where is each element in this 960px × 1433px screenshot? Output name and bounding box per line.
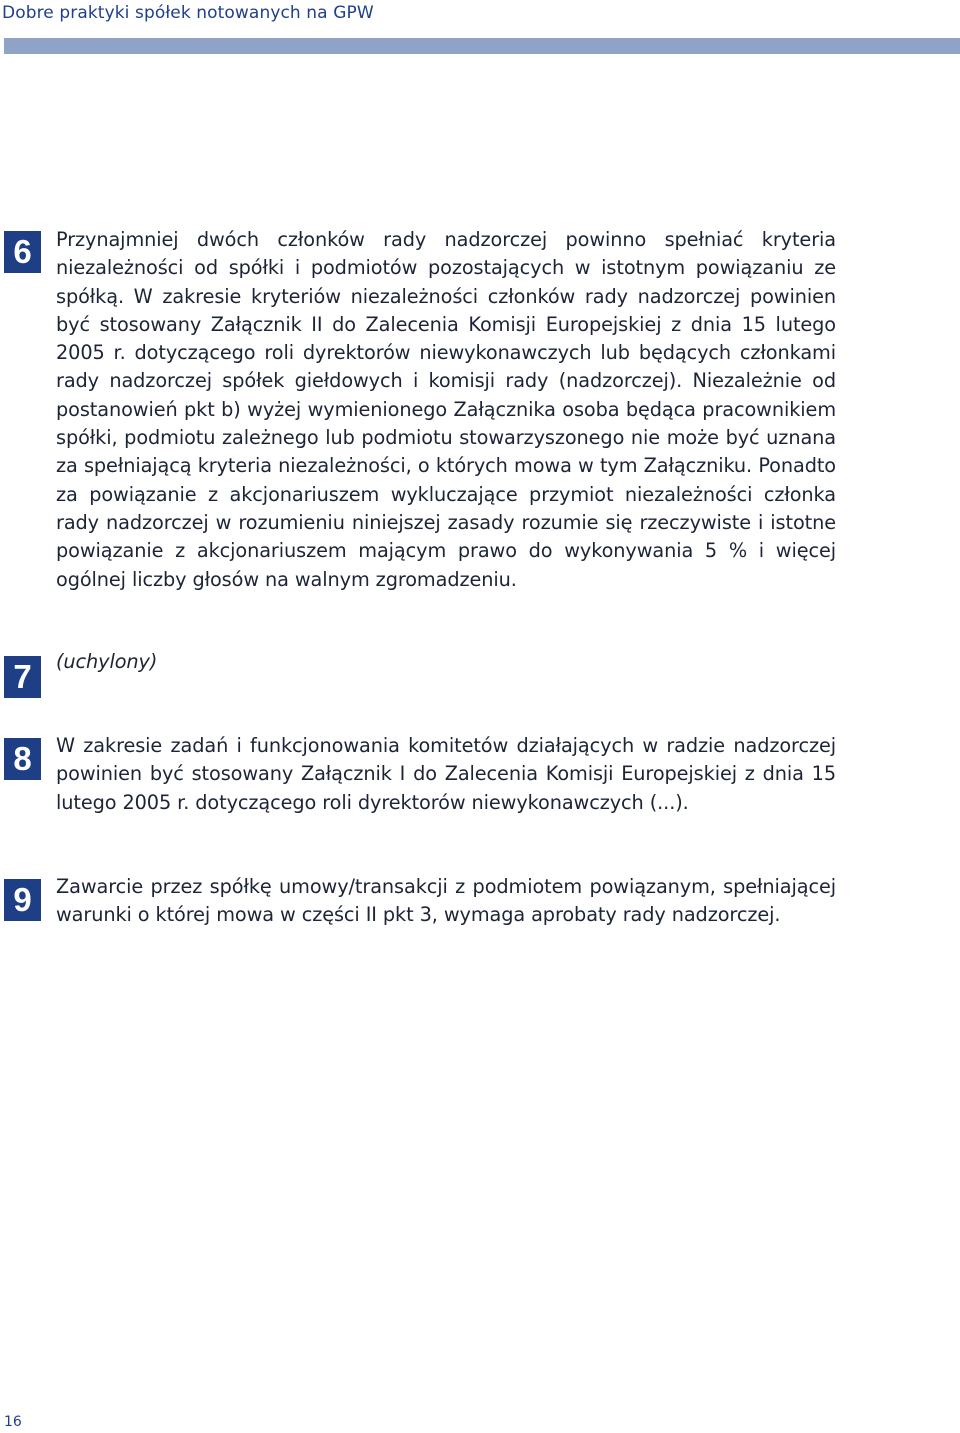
rule-number-badge: 6	[4, 231, 41, 273]
header-rule	[4, 38, 960, 54]
rule-text: (uchylony)	[56, 650, 158, 673]
page-header	[0, 0, 960, 58]
header-title: Dobre praktyki spółek notowanych na GPW	[2, 3, 374, 23]
rule-number-badge: 9	[4, 879, 41, 921]
rule-number-badge: 8	[4, 738, 41, 780]
rule-text: Zawarcie przez spółkę umowy/transakcji z podmiotem powiązanym, spełniającej warunki o której mowa w części II pkt 3, wymaga aprobaty rady nadzorczej.	[56, 875, 836, 927]
rule-text: Przynajmniej dwóch członków rady nadzorczej powinno spełniać kryteria niezależności od spółki i podmiotów pozostających w istotnym powiązaniu ze spółką. W zakresie kryteriów niezależności członków rady nadzorczej powinien być stosowany Załącznik II do Zalecenia Komisji Europejskiej z dnia 15 lutego 2005 r. dotyczącego roli dyrektorów niewykonawczych lub będących członkami rady nadzorczej spółek giełdowych i komisji rady (nadzorczej). Niezależnie od postanowień pkt b) wyżej wymienionego Załącznika osoba będąca pracownikiem spółki, podmiotu zależnego lub podmiotu stowarzyszonego nie może być uznana za spełniającą kryteria niezależności, o których mowa w tym Załączniku. Ponadto za powiązanie z akcjonariuszem wykluczające przymiot niezależności członka rady nadzorczej w rozumieniu niniejszej zasady rozumie się rzeczywiste i istotne powiązanie z akcjonariuszem mającym prawo do wykonywania 5 % i więcej ogólnej liczby głosów na walnym zgromadzeniu.	[56, 228, 836, 591]
rule-text: W zakresie zadań i funkcjonowania komitetów działających w radzie nadzorczej powinien być stosowany Załącznik I do Zalecenia Komisji Europejskiej z dnia 15 lutego 2005 r. dotyczącego roli dyrektorów niewykonawczych (...).	[56, 734, 836, 814]
rule-number-badge: 7	[4, 656, 41, 698]
page-number: 16	[4, 1414, 22, 1430]
